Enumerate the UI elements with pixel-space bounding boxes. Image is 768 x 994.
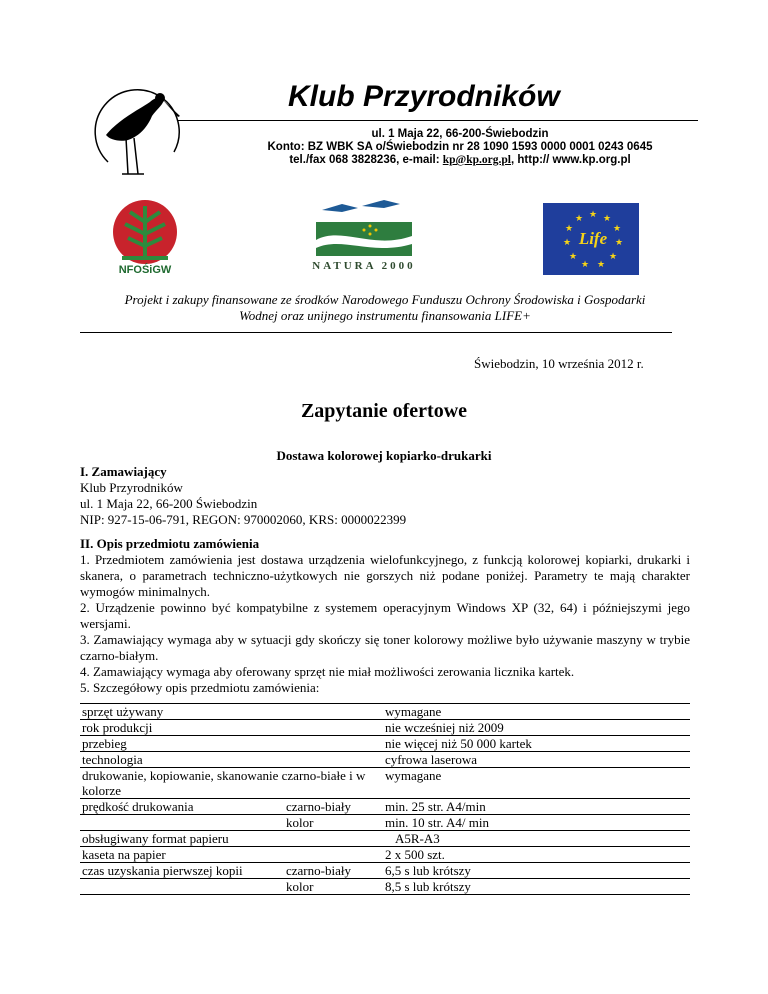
table-cell: sprzęt używany: [80, 704, 369, 720]
table-cell: obsługiwany format papieru: [80, 831, 369, 847]
table-row: [80, 752, 690, 768]
table-cell: wymagane: [383, 768, 690, 799]
svg-text:★: ★: [563, 237, 572, 247]
table-cell: wymagane: [383, 704, 690, 720]
svg-text:★: ★: [613, 223, 622, 233]
table-row: [80, 768, 690, 799]
table-cell: czarno-biały: [284, 799, 369, 815]
section-description: [80, 536, 690, 696]
table-cell: kaseta na papier: [80, 847, 369, 863]
table-row: [80, 736, 690, 752]
table-cell: drukowanie, kopiowanie, skanowanie czarno-białe i w kolorze: [80, 768, 369, 799]
header-divider: [178, 120, 698, 121]
section-heading: I. Zamawiający: [80, 464, 167, 479]
eu-life-logo: [543, 203, 639, 275]
table-cell: min. 10 str. A4/ min: [383, 815, 690, 831]
table-cell: [80, 815, 284, 831]
stork-logo: [88, 80, 188, 180]
table-cell: min. 25 str. A4/min: [383, 799, 690, 815]
svg-text:★: ★: [589, 209, 598, 219]
paragraph: 4. Zamawiający wymaga aby oferowany sprzęt nie miał możliwości zerowania licznika kartek.: [80, 664, 575, 679]
phone-fax: tel./fax 068 3828236, e-mail:: [289, 154, 443, 166]
subject-line: Dostawa kolorowej kopiarko-drukarki: [276, 448, 492, 463]
table-row: [80, 831, 690, 847]
orderer-address: ul. 1 Maja 22, 66-200 Świebodzin: [80, 496, 258, 511]
natura2000-logo: [312, 196, 416, 276]
club-address: ul. 1 Maja 22, 66-200-Świebodzin: [371, 128, 549, 140]
svg-text:★: ★: [575, 213, 584, 223]
table-cell: [80, 879, 284, 895]
bank-account: Konto: BZ WBK SA o/Świebodzin nr 28 1090 1593 0000 0001 0243 0645: [267, 141, 653, 153]
table-cell: przebieg: [80, 736, 369, 752]
table-cell: technologia: [80, 752, 369, 768]
table-cell: 2 x 500 szt.: [383, 847, 690, 863]
funding-line-1: Projekt i zakupy finansowane ze środków Narodowego Funduszu Ochrony Środowiska i Gospodarki: [124, 292, 646, 307]
date-line: Świebodzin, 10 września 2012 r.: [474, 356, 644, 371]
table-row: [80, 720, 690, 736]
svg-text:★: ★: [565, 223, 574, 233]
svg-text:★: ★: [569, 251, 578, 261]
table-row: [80, 879, 690, 895]
table-cell: 6,5 s lub krótszy: [383, 863, 690, 879]
svg-text:★: ★: [603, 213, 612, 223]
contact-line: [220, 154, 700, 166]
section-heading: II. Opis przedmiotu zamówienia: [80, 536, 260, 551]
svg-text:★: ★: [581, 259, 590, 269]
club-name: Klub Przyrodników: [288, 80, 560, 113]
orderer-name: Klub Przyrodników: [80, 480, 183, 495]
table-cell: rok produkcji: [80, 720, 369, 736]
funding-divider: [80, 332, 672, 333]
natura2000-label: NATURA 2000: [312, 260, 416, 272]
table-cell: 8,5 s lub krótszy: [383, 879, 690, 895]
spec-table: [80, 703, 690, 895]
table-cell: nie więcej niż 50 000 kartek: [383, 736, 690, 752]
svg-text:★: ★: [615, 237, 624, 247]
table-cell: nie wcześniej niż 2009: [383, 720, 690, 736]
nfosigw-logo: [100, 192, 190, 282]
life-label: Life: [578, 229, 608, 248]
paragraph: 2. Urządzenie powinno być kompatybilne z systemem operacyjnym Windows XP (32, 64) i późniejszymi jego wersjami.: [80, 600, 690, 631]
document-title: Zapytanie ofertowe: [300, 400, 468, 422]
table-cell: kolor: [284, 815, 369, 831]
orderer-ids: NIP: 927-15-06-791, REGON: 970002060, KRS: 0000022399: [80, 512, 407, 527]
svg-text:★: ★: [609, 251, 618, 261]
table-row: [80, 815, 690, 831]
table-cell: prędkość drukowania: [80, 799, 284, 815]
nfosigw-label: NFOŚiGW: [118, 264, 172, 276]
paragraph: 5. Szczegółowy opis przedmiotu zamówienia:: [80, 680, 320, 695]
table-row: [80, 863, 690, 879]
table-row: [80, 847, 690, 863]
table-cell: kolor: [284, 879, 369, 895]
table-cell: czarno-biały: [284, 863, 369, 879]
table-cell: A5R-A3: [383, 831, 690, 847]
website-text: , http:// www.kp.org.pl: [511, 154, 631, 166]
email-link[interactable]: kp@kp.org.pl: [442, 154, 511, 166]
funding-line-2: Wodnej oraz unijnego instrumentu finansowania LIFE+: [239, 308, 531, 323]
paragraph: 1. Przedmiotem zamówienia jest dostawa urządzenia wielofunkcyjnego, z funkcją kolorowej kopiarki, drukarki i skanera, o parametrach techniczno-użytkowych nie gorszych niż podane poniżej. Parametry te mają charakter wymogów minimalnych.: [80, 552, 690, 599]
table-cell: czas uzyskania pierwszej kopii: [80, 863, 284, 879]
paragraph: 3. Zamawiający wymaga aby w sytuacji gdy skończy się toner kolorowy możliwe było używanie maszyny w trybie czarno-białym.: [80, 632, 690, 663]
table-row: [80, 704, 690, 720]
table-row: [80, 799, 690, 815]
section-orderer: [80, 464, 690, 528]
svg-text:★: ★: [597, 259, 606, 269]
table-cell: cyfrowa laserowa: [383, 752, 690, 768]
